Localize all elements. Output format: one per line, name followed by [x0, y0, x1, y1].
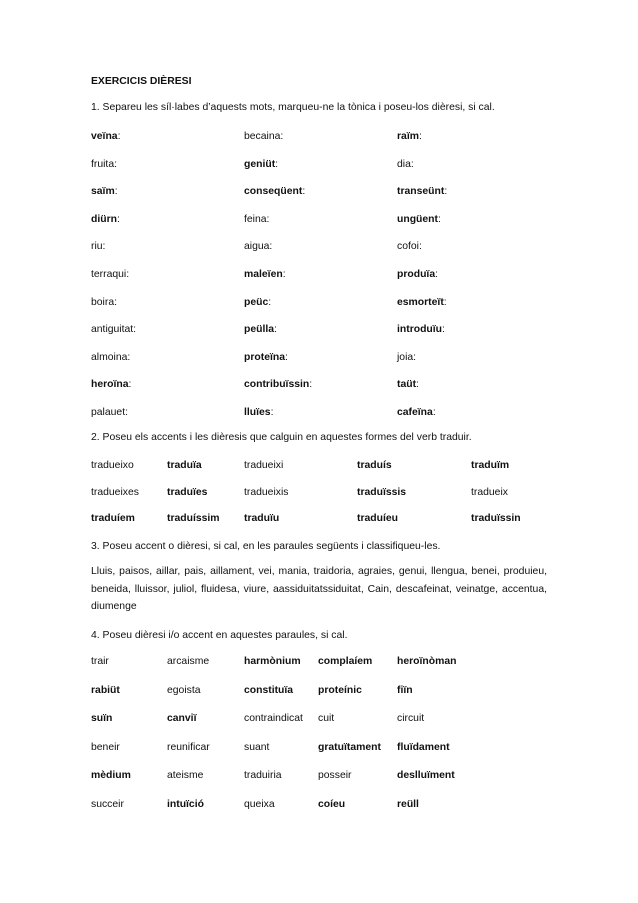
word: rabiüt — [91, 684, 120, 696]
word: produïa — [397, 269, 436, 280]
word-colon: : — [444, 186, 448, 198]
word-cell — [397, 799, 419, 810]
word: posseir — [318, 770, 352, 781]
word: traduís — [357, 460, 392, 471]
word: reunificar — [167, 741, 210, 753]
word-cell — [91, 324, 136, 335]
word-cell — [318, 770, 352, 781]
word-cell — [91, 407, 128, 418]
word: peülla — [244, 324, 275, 336]
word: intuïció — [167, 798, 204, 810]
word: tradueixes — [91, 486, 139, 498]
word-cell — [318, 799, 345, 810]
word: tradueixi — [244, 460, 284, 471]
exercise-3-word-list: Lluis, paisos, aillar, pais, aillament, vei, mania, traidoria, agraies, genui, llengua, benei, produieu, beneida, lluissor, juliol, fluidesa, viure, aassiduitatssiduitat, Cain, descafeinat, veinatge, accentua, diumenge — [91, 566, 547, 612]
word-colon: : — [442, 324, 445, 336]
word: taüt — [397, 379, 417, 391]
word: raïm — [397, 131, 419, 142]
word-cell — [244, 352, 288, 363]
word-cell — [91, 713, 112, 724]
word-cell — [397, 297, 447, 308]
word-cell — [91, 297, 117, 308]
word: heroïna — [91, 379, 129, 391]
word-cell — [167, 713, 196, 724]
word: traduïssin — [471, 513, 521, 525]
word-colon: : — [274, 324, 277, 336]
word-cell — [471, 487, 508, 498]
word-cell — [91, 131, 120, 142]
word: feina: — [244, 213, 270, 225]
word-cell — [357, 460, 392, 471]
word-cell — [318, 685, 362, 696]
word-cell — [397, 186, 447, 197]
word: suïn — [91, 713, 113, 724]
word: egoista — [167, 684, 201, 696]
word-cell — [244, 131, 283, 142]
word: traduïu — [244, 513, 280, 525]
word: gratuïtament — [318, 741, 381, 753]
word: traduíeu — [357, 513, 398, 525]
word-cell — [397, 241, 422, 252]
word-cell — [244, 407, 273, 418]
word: deslluïment — [397, 770, 455, 781]
word-cell — [167, 770, 203, 781]
word-cell — [397, 214, 441, 225]
word-cell — [397, 656, 456, 667]
word-colon: : — [432, 407, 436, 418]
word-cell — [91, 487, 139, 498]
word-cell — [244, 685, 293, 696]
word-cell — [471, 513, 521, 524]
word-cell — [244, 742, 269, 753]
word-cell — [167, 656, 209, 667]
word: peüc — [244, 296, 269, 308]
word: introduïu — [397, 324, 443, 336]
word-colon: : — [117, 131, 121, 142]
word-colon: : — [437, 213, 441, 225]
word: contraindicat — [244, 713, 303, 724]
word: dia: — [397, 158, 414, 170]
word-cell — [91, 770, 131, 781]
word: contribuïssin — [244, 379, 310, 391]
word-cell — [167, 513, 220, 524]
word: traduíem — [91, 513, 135, 525]
word-cell — [397, 713, 424, 724]
word-cell — [244, 656, 301, 667]
word-cell — [397, 269, 438, 280]
word-cell — [167, 685, 201, 696]
word: cofoi: — [397, 241, 422, 253]
word-colon: : — [418, 131, 422, 142]
word: riu: — [91, 241, 106, 253]
word-cell — [357, 513, 398, 524]
word: geniüt — [244, 158, 276, 170]
word: tradueixo — [91, 460, 134, 471]
word-cell — [244, 799, 275, 810]
word-colon: : — [268, 296, 272, 308]
word-colon: : — [114, 186, 118, 198]
word: suant — [244, 741, 270, 753]
word: traduïa — [167, 460, 202, 471]
word-cell — [244, 159, 278, 170]
word: cafeïna — [397, 407, 433, 418]
word: tradueixis — [244, 486, 289, 498]
word: canviï — [167, 713, 197, 724]
word: transeünt — [397, 186, 445, 198]
word-cell — [318, 742, 381, 753]
word-cell — [91, 379, 131, 390]
word: succeir — [91, 798, 124, 810]
word: joia: — [397, 351, 417, 363]
word: lluïes — [244, 407, 271, 418]
word-cell — [91, 460, 134, 471]
word: diürn — [91, 213, 117, 225]
word: maleïen — [244, 269, 283, 280]
word-colon: : — [116, 213, 120, 225]
word-cell — [167, 487, 207, 498]
word-cell — [91, 159, 117, 170]
word-cell — [244, 770, 282, 781]
word: trair — [91, 656, 109, 667]
word-colon: : — [282, 269, 286, 280]
word-cell — [91, 513, 135, 524]
word-cell — [167, 460, 202, 471]
word-colon: : — [416, 379, 419, 391]
word-cell — [318, 656, 372, 667]
word: traduiria — [244, 770, 282, 781]
word-cell — [397, 131, 422, 142]
word: conseqüent — [244, 186, 303, 198]
word: boira: — [91, 296, 117, 308]
word-cell — [244, 713, 303, 724]
word-cell — [318, 713, 334, 724]
word-cell — [244, 241, 272, 252]
word: complaíem — [318, 656, 373, 667]
word: coíeu — [318, 798, 346, 810]
word-cell — [244, 324, 277, 335]
word-cell — [91, 241, 105, 252]
word-cell — [397, 352, 416, 363]
word-cell — [244, 297, 271, 308]
word: tradueix — [471, 486, 508, 498]
exercise-3-instruction: 3. Poseu accent o dièresi, si cal, en les paraules següents i classifiqueu-les. — [91, 541, 441, 552]
word: harmònium — [244, 656, 301, 667]
word: veïna — [91, 131, 118, 142]
word: beneir — [91, 741, 120, 753]
word-cell — [167, 742, 210, 753]
word: ungüent — [397, 213, 438, 225]
word: fiïn — [397, 684, 413, 696]
word-cell — [167, 799, 204, 810]
word: arcaisme — [167, 656, 210, 667]
exercise-1-instruction: 1. Separeu les síl·labes d’aquests mots, marqueu-ne la tònica i poseu-los dièresi, si cal. — [91, 102, 495, 113]
word-colon: : — [443, 296, 447, 308]
word: queixa — [244, 798, 275, 810]
word: almoina: — [91, 351, 131, 363]
word: traduïm — [471, 460, 510, 471]
word-colon: : — [285, 351, 288, 363]
word-cell — [91, 214, 120, 225]
word: fruita: — [91, 158, 117, 170]
word: reüll — [397, 798, 419, 810]
word-colon: : — [275, 158, 279, 170]
word: circuit — [397, 713, 425, 724]
document-title: EXERCICIS DIÈRESI — [91, 76, 192, 87]
word: cuit — [318, 713, 335, 724]
word: fluïdament — [397, 741, 450, 753]
word-colon: : — [435, 269, 438, 280]
word-cell — [91, 799, 124, 810]
word-colon: : — [270, 407, 274, 418]
word-cell — [357, 487, 406, 498]
word-cell — [397, 324, 445, 335]
word: heroïnòman — [397, 656, 457, 667]
word: traduíssim — [167, 513, 220, 525]
word: palauet: — [91, 407, 128, 418]
word-colon: : — [309, 379, 313, 391]
word-cell — [91, 186, 118, 197]
word-cell — [471, 460, 509, 471]
word-cell — [244, 214, 269, 225]
exercise-4-instruction: 4. Poseu dièresi i/o accent en aquestes paraules, si cal. — [91, 630, 348, 641]
word: ateisme — [167, 770, 204, 781]
word: becaina: — [244, 131, 284, 142]
word-cell — [244, 186, 305, 197]
word-cell — [397, 379, 419, 390]
word-cell — [244, 487, 288, 498]
exercise-2-instruction: 2. Poseu els accents i les dièresis que calguin en aquestes formes del verb traduir. — [91, 432, 472, 443]
word-cell — [397, 770, 455, 781]
word-colon: : — [128, 379, 132, 391]
word: terraqui: — [91, 269, 130, 280]
word-cell — [397, 407, 436, 418]
word: proteïna — [244, 351, 285, 363]
word: esmorteït — [397, 296, 444, 308]
word: proteínic — [318, 684, 362, 696]
word: antiguitat: — [91, 324, 137, 336]
word-colon: : — [302, 186, 306, 198]
word: traduïssis — [357, 486, 407, 498]
word: traduïes — [167, 486, 208, 498]
word-cell — [244, 460, 283, 471]
word-cell — [91, 352, 130, 363]
word-cell — [91, 656, 109, 667]
word-cell — [397, 742, 450, 753]
word: constituïa — [244, 684, 294, 696]
word-cell — [91, 742, 120, 753]
word-cell — [244, 269, 286, 280]
word: aigua: — [244, 241, 273, 253]
word: saïm — [91, 186, 115, 198]
word-cell — [244, 513, 279, 524]
word: mèdium — [91, 770, 131, 781]
word-cell — [244, 379, 312, 390]
word-cell — [397, 685, 413, 696]
word-cell — [91, 269, 129, 280]
word-cell — [91, 685, 120, 696]
word-cell — [397, 159, 414, 170]
